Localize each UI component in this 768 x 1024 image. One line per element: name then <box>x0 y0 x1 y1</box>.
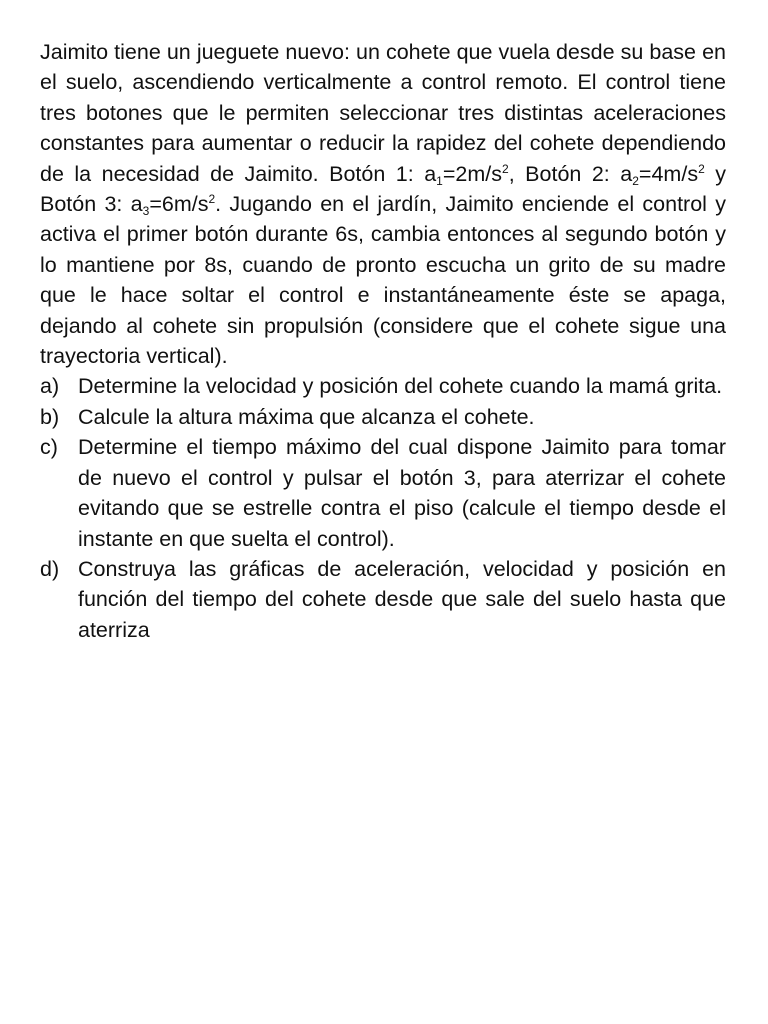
statement-text: . Jugando en el jardín, Jaimito enciende el control y activa el primer botón durante 6s, cambia entonces al segundo botón y lo mantiene por 8s, cuando de pronto escucha un grito de su madre que le hace soltar el control e instantáneamente éste se apaga, dejando al cohete sin propulsión (considere que el cohete sigue una trayectoria vertical). <box>40 192 726 369</box>
document-page <box>40 37 726 645</box>
superscript: 2 <box>698 161 705 176</box>
list-marker: c) <box>40 435 58 460</box>
list-item <box>40 402 726 432</box>
acceleration-value: =6m/s <box>149 192 209 217</box>
list-marker: a) <box>40 374 60 399</box>
statement-text: y Botón 3: a <box>40 161 727 217</box>
subscript: 2 <box>632 173 639 188</box>
acceleration-value: =2m/s <box>442 161 503 186</box>
list-item <box>40 371 726 401</box>
question-text: Construya las gráficas de aceleración, velocidad y posición en función del tiempo del cohete desde que sale del suelo hasta que aterriza <box>78 556 726 642</box>
subscript: 1 <box>436 173 443 188</box>
superscript: 2 <box>502 161 509 176</box>
statement-text: , Botón 2: a <box>508 161 633 186</box>
statement-text: Jaimito tiene un jueguete nuevo: un cohete que vuela desde su base en el suelo, ascendiendo verticalmente a control remoto. El control tiene tres botones que le permiten seleccionar tres distintas aceleraciones constantes para aumentar o reducir la rapidez del cohete dependiendo de la necesidad de Jaimito. Botón 1: a <box>40 40 726 186</box>
question-text: Calcule la altura máxima que alcanza el cohete. <box>78 404 535 429</box>
question-text: Determine la velocidad y posición del cohete cuando la mamá grita. <box>78 374 723 399</box>
superscript: 2 <box>208 192 216 207</box>
list-marker: b) <box>40 404 60 429</box>
subscript: 3 <box>142 204 150 219</box>
question-list <box>40 371 726 645</box>
list-item <box>40 554 726 645</box>
problem-statement <box>40 37 726 371</box>
list-marker: d) <box>40 556 60 581</box>
list-item <box>40 432 726 554</box>
acceleration-value: =4m/s <box>638 161 699 186</box>
question-text: Determine el tiempo máximo del cual dispone Jaimito para tomar de nuevo el control y pulsar el botón 3, para aterrizar el cohete evitando que se estrelle contra el piso (calcule el tiempo desde el instante en que suelta el control). <box>78 435 726 551</box>
